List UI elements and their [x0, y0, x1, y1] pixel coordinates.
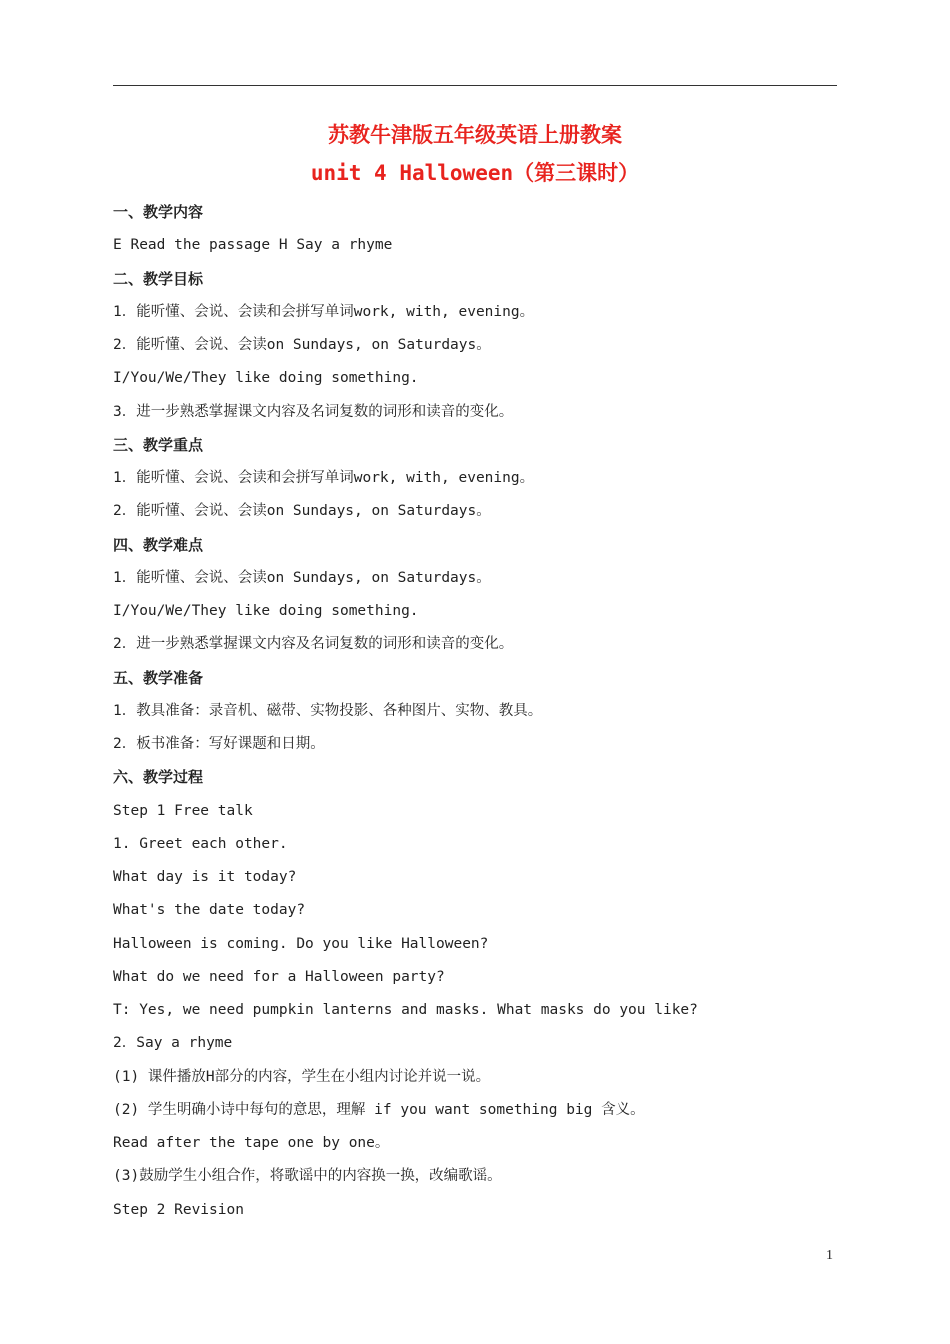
body-line: 2．Say a rhyme [113, 1035, 233, 1052]
section-heading: 四、教学难点 [113, 535, 204, 554]
body-line: 2．能听懂、会说、会读on Sundays, on Saturdays。 [113, 503, 491, 520]
section-heading: 三、教学重点 [113, 435, 204, 454]
body-line: (1) 课件播放H部分的内容，学生在小组内讨论并说一说。 [113, 1068, 491, 1085]
section-heading: 六、教学过程 [113, 768, 204, 787]
section-heading: 二、教学目标 [113, 269, 204, 288]
body-line: What do we need for a Halloween party? [113, 968, 445, 985]
document-body [113, 196, 837, 1227]
body-line: What's the date today? [113, 902, 306, 919]
body-line: Step 1 Free talk [113, 802, 253, 819]
body-line: 3．进一步熟悉掌握课文内容及名词复数的词形和读音的变化。 [113, 403, 514, 420]
body-line: 1．能听懂、会说、会读on Sundays, on Saturdays。 [113, 569, 491, 586]
body-line: 1．教具准备：录音机、磁带、实物投影、各种图片、实物、教具。 [113, 702, 543, 719]
body-line: 1．能听懂、会说、会读和会拼写单词work, with, evening。 [113, 303, 535, 320]
document-title: 苏教牛津版五年级英语上册教案 [328, 123, 622, 147]
header-rule [113, 85, 837, 86]
document-subtitle: unit 4 Halloween（第三课时） [310, 161, 640, 185]
body-line: 1. Greet each other. [113, 835, 288, 852]
body-line: What day is it today? [113, 869, 297, 885]
body-line: 2．板书准备：写好课题和日期。 [113, 736, 325, 752]
body-line: E Read the passage H Say a rhyme [113, 237, 393, 254]
page-number: 1 [826, 1248, 833, 1263]
body-line: 1．能听懂、会说、会读和会拼写单词work, with, evening。 [113, 470, 535, 486]
section-heading: 一、教学内容 [113, 203, 204, 221]
body-line: I/You/We/They like doing something. [113, 370, 419, 387]
body-line: Step 2 Revision [113, 1201, 244, 1218]
body-line: I/You/We/They like doing something. [113, 603, 419, 619]
body-line: (3)鼓励学生小组合作，将歌谣中的内容换一换，改编歌谣。 [113, 1168, 502, 1185]
body-line: 2．进一步熟悉掌握课文内容及名词复数的词形和读音的变化。 [113, 636, 514, 653]
body-line: (2) 学生明确小诗中每句的意思，理解 if you want something big 含义。 [113, 1101, 645, 1118]
body-line: Read after the tape one by one。 [113, 1135, 390, 1151]
section-heading: 五、教学准备 [113, 668, 204, 687]
body-line: Halloween is coming. Do you like Halloween? [113, 935, 489, 952]
body-line: 2．能听懂、会说、会读on Sundays, on Saturdays。 [113, 337, 491, 353]
body-line: T: Yes, we need pumpkin lanterns and masks. What masks do you like? [113, 1002, 698, 1018]
